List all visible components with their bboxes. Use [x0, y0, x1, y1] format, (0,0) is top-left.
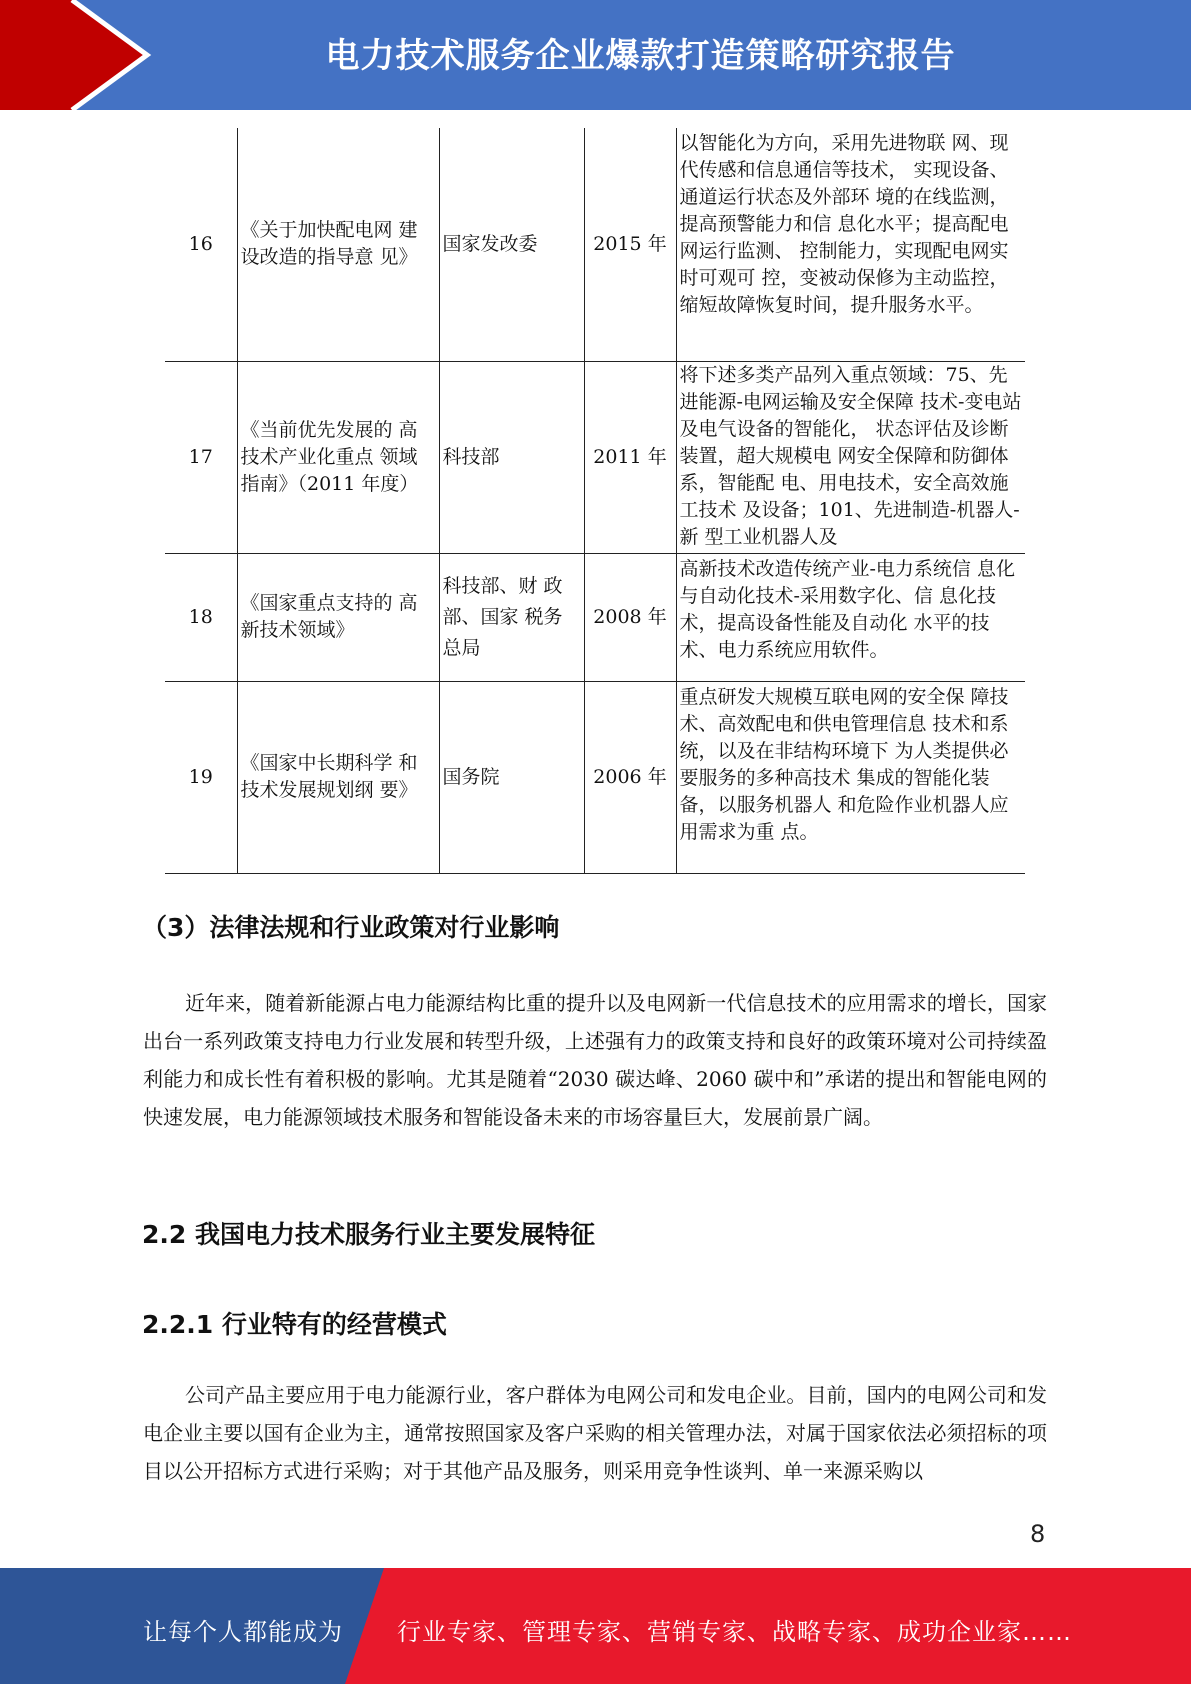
footer-slogan-left: 让每个人都能成为	[143, 1618, 343, 1646]
table-row	[165, 681, 1025, 873]
business-model-paragraph: 公司产品主要应用于电力能源行业，客户群体为电网公司和发电企业。目前，国内的电网公司和发电企业主要以国有企业为主，通常按照国家及客户采购的相关管理办法，对属于国家依法必须招标的项目以公开招标方式进行采购；对于其他产品及服务，则采用竞争性谈判、单一来源采购以	[143, 1383, 1047, 1483]
policy-content-text: 将下述多类产品列入重点领域：75、先进能源-电网运输及安全保障 技术-变电站及电气设备的智能化， 状态评估及诊断装置，超大规模电 网安全保障和防御体系，智能配 电、用电技术，安全高效施工技术 及设备；101、先进制造-机器人-新 型工业机器人及	[679, 363, 1022, 548]
table-row	[165, 128, 1025, 361]
policy-year: 2015 年	[584, 128, 676, 361]
table-row	[165, 553, 1025, 681]
policy-table	[165, 128, 1025, 874]
policy-title: 《国家重点支持的 高新技术领域》	[237, 553, 439, 681]
section-heading-2-2: 2.2 我国电力技术服务行业主要发展特征	[142, 1220, 595, 1249]
page-number: 8	[1030, 1520, 1046, 1548]
policy-year: 2006 年	[584, 681, 676, 873]
table-row	[165, 361, 1025, 553]
policy-title: 《当前优先发展的 高技术产业化重点 领域指南》（2011 年度）	[237, 361, 439, 553]
policy-content	[676, 361, 1025, 553]
policy-content: 重点研发大规模互联电网的安全保 障技术、高效配电和供电管理信息 技术和系统，以及在非结构环境下 为人类提供必要服务的多种高技术 集成的智能化装备，以服务机器人 和危险作业机器人应用需求为重 点。	[676, 681, 1025, 873]
policy-year: 2011 年	[584, 361, 676, 553]
report-title: 电力技术服务企业爆款打造策略研究报告	[325, 36, 956, 76]
page-footer	[0, 1568, 1191, 1684]
row-number: 17	[165, 361, 237, 553]
section-heading-policy-impact: （3）法律法规和行业政策对行业影响	[142, 913, 560, 942]
policy-issuer: 国务院	[439, 681, 584, 873]
section-heading-2-2-1: 2.2.1 行业特有的经营模式	[142, 1310, 447, 1339]
policy-issuer: 科技部、财 政部、国家 税务总局	[439, 553, 584, 681]
row-number: 16	[165, 128, 237, 361]
policy-year: 2008 年	[584, 553, 676, 681]
row-number: 19	[165, 681, 237, 873]
policy-issuer: 科技部	[439, 361, 584, 553]
policy-title: 《关于加快配电网 建设改造的指导意 见》	[237, 128, 439, 361]
policy-title: 《国家中长期科学 和技术发展规划纲 要》	[237, 681, 439, 873]
page-header	[0, 0, 1191, 110]
policy-content: 高新技术改造传统产业-电力系统信 息化与自动化技术-采用数字化、信 息化技术，提高设备性能及自动化 水平的技术、电力系统应用软件。	[676, 553, 1025, 681]
policy-impact-paragraph: 近年来，随着新能源占电力能源结构比重的提升以及电网新一代信息技术的应用需求的增长，国家出台一系列政策支持电力行业发展和转型升级，上述强有力的政策支持和良好的政策环境对公司持续盈利能力和成长性有着积极的影响。尤其是随着“2030 碳达峰、2060 碳中和”承诺的提出和智能电网的快速发展，电力能源领域技术服务和智能设备未来的市场容量巨大，发展前景广阔。	[143, 991, 1047, 1129]
row-number: 18	[165, 553, 237, 681]
policy-content: 以智能化为方向，采用先进物联 网、现代传感和信息通信等技术， 实现设备、通道运行状态及外部环 境的在线监测，提高预警能力和信 息化水平；提高配电网运行监测、 控制能力，实现配电网实时可观可 控，变被动保修为主动监控，缩短故障恢复时间，提升服务水平。	[676, 128, 1025, 361]
policy-issuer: 国家发改委	[439, 128, 584, 361]
footer-slogan-right: 行业专家、管理专家、营销专家、战略专家、成功企业家……	[397, 1618, 1072, 1646]
